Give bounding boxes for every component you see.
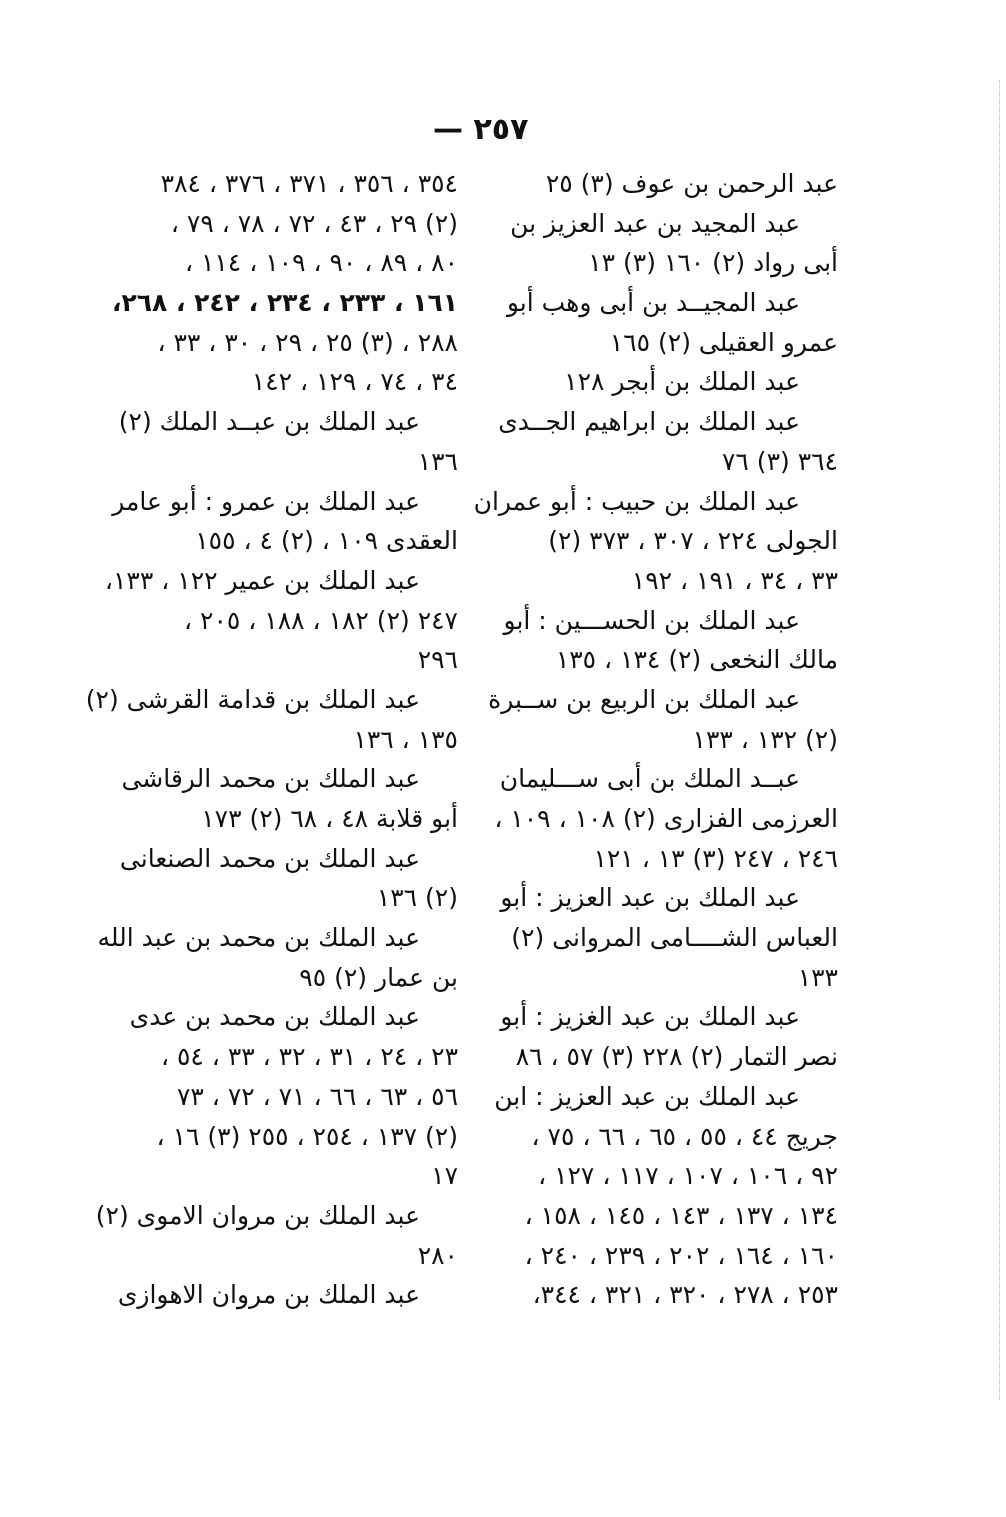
index-line: ٢٨٨ ، (٣) ٢٥ ، ٢٩ ، ٣٠ ، ٣٣ ، [157,327,458,357]
index-line: ١٣٣ [797,962,838,992]
index-line: ١٦٠ ، ١٦٤ ، ٢٠٢ ، ٢٣٩ ، ٢٤٠ ، [524,1240,838,1270]
index-line: عبد الملك بن حبيب : أبو عمران [473,486,800,516]
index-line: ١٣٤ ، ١٣٧ ، ١٤٣ ، ١٤٥ ، ١٥٨ ، [524,1200,838,1230]
index-line: مالك النخعى (٢) ١٣٤ ، ١٣٥ [555,645,838,675]
index-line: ٢٨٠ [417,1240,458,1270]
index-line: ٣٣ ، ٣٤ ، ١٩١ ، ١٩٢ [631,565,838,595]
index-line: ١٣٦ [417,446,458,476]
index-line: (٢) ٢٩ ، ٤٣ ، ٧٢ ، ٧٨ ، ٧٩ ، [170,208,458,238]
index-line: عبد الملك بن عبد العزيز : أبو [500,883,800,913]
index-column-left [85,164,458,1315]
index-line: ٢٤٦ ، ٢٤٧ (٣) ١٣ ، ١٢١ [593,843,838,873]
index-line: ١٦١ ، ٢٣٣ ، ٢٣٤ ، ٢٤٢ ، ٢٦٨، [111,288,458,318]
index-line: ٨٠ ، ٨٩ ، ٩٠ ، ١٠٩ ، ١١٤ ، [184,248,458,278]
index-line: عبد الملك بن مروان الاموى (٢) [95,1200,420,1230]
index-line: ٢٥٣ ، ٢٧٨ ، ٣٢٠ ، ٣٢١ ، ٣٤٤، [532,1280,838,1310]
index-line: عبد الملك بن عبــد الملك (٢) [118,407,420,437]
index-line: العرزمى الفزارى (٢) ١٠٨ ، ١٠٩ ، [494,804,838,833]
index-line: عبد الملك بن قدامة القرشى (٢) [85,684,420,714]
index-line: ٢٩٦ [417,645,458,675]
index-line: أبو قلابة ٤٨ ، ٦٨ (٢) ١٧٣ [201,804,458,833]
index-line: ٢٤٧ (٢) ١٨٢ ، ١٨٨ ، ٢٠٥ ، [184,605,458,635]
page-number: — ٢٥٧ [433,112,529,147]
index-line: عبد الملك بن أبجر ١٢٨ [564,367,800,397]
index-line: بن عمار (٢) ٩٥ [299,962,458,992]
index-line: ١٣٥ ، ١٣٦ [353,724,458,754]
index-line: جريج ٤٤ ، ٥٥ ، ٦٥ ، ٦٦ ، ٧٥ ، [531,1121,838,1151]
index-line: عبد المجيد بن عبد العزيز بن [510,208,800,238]
index-line: أبى رواد (٢) ١٦٠ (٣) ١٣ [588,248,838,278]
index-line: (٢) ١٣٦ [376,883,458,913]
index-line: عبد الملك بن عبد العزيز : ابن [494,1081,800,1111]
index-line: ٥٦ ، ٦٣ ، ٦٦ ، ٧١ ، ٧٢ ، ٧٣ [177,1081,458,1111]
index-line: ٩٢ ، ١٠٦ ، ١٠٧ ، ١١٧ ، ١٢٧ ، [538,1161,838,1191]
index-line: ٢٣ ، ٢٤ ، ٣١ ، ٣٢ ، ٣٣ ، ٥٤ ، [160,1042,458,1072]
index-line: الجولى ٢٢٤ ، ٣٠٧ ، ٣٧٣ (٢) [548,526,838,556]
index-line: عبد الملك بن ابراهيم الجــدى [498,407,800,437]
index-line: نصر التمار (٢) ٢٢٨ (٣) ٥٧ ، ٨٦ [515,1042,838,1072]
index-line: عبد الملك بن الربيع بن ســبرة [488,684,800,714]
index-line: ٣٥٤ ، ٣٥٦ ، ٣٧١ ، ٣٧٦ ، ٣٨٤ [160,169,458,198]
index-line: ١٧ [431,1161,458,1191]
index-line: عبد الملك بن عمرو : أبو عامر [112,486,420,516]
page-edge-mark [997,80,1000,1400]
index-line: عبد الملك بن عمير ١٢٢ ، ١٣٣، [104,565,420,595]
index-line: عبد الملك بن محمد بن عدى [129,1002,420,1032]
index-line: عمرو العقيلى (٢) ١٦٥ [609,327,838,357]
index-line: (٢) ١٣٢ ، ١٣٣ [692,724,838,754]
index-line: العقدى ١٠٩ ، (٢) ٤ ، ١٥٥ [195,526,458,556]
index-line: عبد الملك بن الحســـين : أبو [503,605,800,635]
index-line: (٢) ١٣٧ ، ٢٥٤ ، ٢٥٥ (٣) ١٦ ، [156,1121,458,1151]
index-line: عبد الرحمن بن عوف (٣) ٢٥ [545,169,838,198]
index-line: عبد الملك بن مروان الاهوازى [117,1280,420,1310]
index-line: ٣٤ ، ٧٤ ، ١٢٩ ، ١٤٢ [251,367,458,397]
index-line: ٣٦٤ (٣) ٧٦ [722,446,838,476]
index-column-right [473,164,838,1315]
index-line: عبد الملك بن عبد الغزيز : أبو [500,1002,800,1032]
index-line: عبد الملك بن محمد الصنعانى [119,843,420,873]
index-line: عبد المجيــد بن أبى وهب أبو [506,288,800,318]
index-line: عبــد الملك بن أبى ســـليمان [499,764,800,794]
index-line: العباس الشــــامى المروانى (٢) [511,923,838,953]
index-line: عبد الملك بن محمد الرقاشى [121,764,420,794]
index-line: عبد الملك بن محمد بن عبد الله [97,923,420,953]
